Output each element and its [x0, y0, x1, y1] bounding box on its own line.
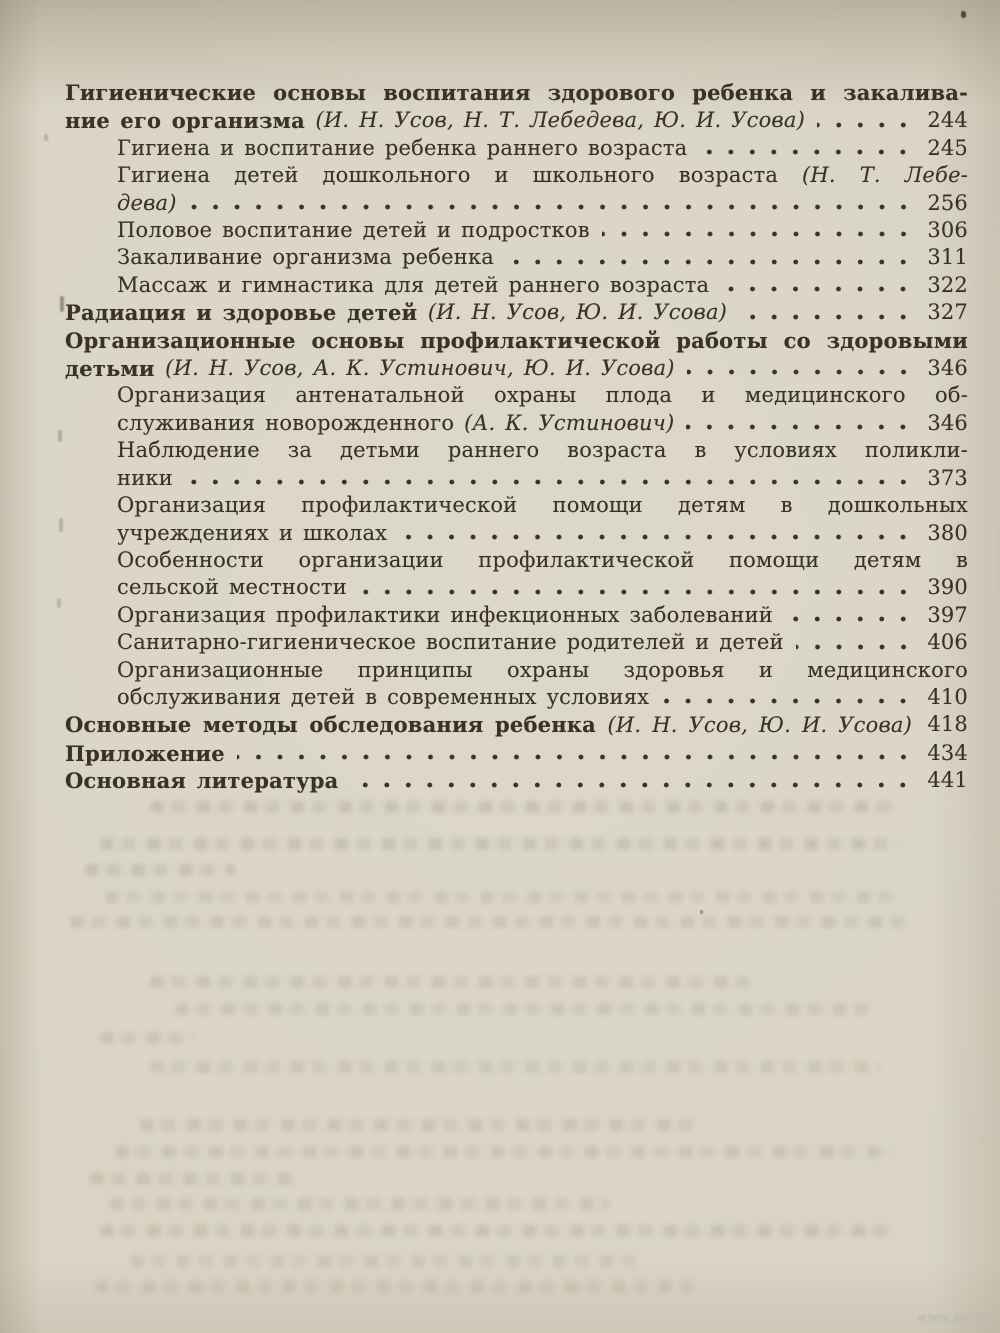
toc-line-text: Закаливание организма ребенка — [117, 245, 494, 270]
toc-line-text-wrap — [117, 657, 968, 684]
dotted-leader — [189, 190, 916, 217]
toc-line-text: Гигиенические основы воспитания здорового ребенка и закалива- — [65, 80, 968, 105]
toc-line-text: детьми — [65, 356, 166, 382]
toc-line — [65, 437, 968, 464]
toc-line — [65, 492, 968, 519]
toc-line-authors: (И. Н. Усов, Ю. И. Усова) — [607, 713, 912, 738]
page-edge-mark — [59, 518, 63, 532]
toc-page-number: 245 — [927, 135, 968, 160]
bleed-through-line — [105, 891, 900, 903]
toc-line-text-wrap — [65, 711, 912, 739]
toc-line — [65, 299, 968, 326]
toc-page-number: 244 — [927, 108, 968, 133]
toc-page-number: 441 — [927, 768, 968, 793]
toc-line-text-wrap — [117, 547, 968, 574]
toc-page-number: 256 — [927, 190, 968, 215]
toc-line — [65, 410, 968, 437]
bleed-through-line — [140, 1119, 700, 1131]
dotted-leader — [687, 355, 916, 382]
dotted-leader — [399, 520, 916, 547]
toc-line-text-wrap — [117, 162, 968, 189]
dotted-leader — [796, 629, 916, 656]
toc-line — [65, 684, 968, 711]
toc-line-text: Приложение — [65, 740, 225, 766]
toc-line-text: учреждениях и школах — [117, 520, 388, 545]
toc-line — [65, 574, 968, 601]
toc-page-number: 418 — [927, 712, 968, 737]
toc-line-text: Наблюдение за детьми раннего возраста в условиях поликли- — [117, 438, 968, 463]
bleed-through-line — [175, 1003, 880, 1015]
toc-page-number: 322 — [927, 272, 968, 297]
watermark: www.ay.by — [916, 1311, 990, 1326]
toc-line-text: Организационные принципы охраны здоровья и медицинского — [117, 657, 968, 682]
table-of-contents — [65, 79, 968, 795]
toc-line-text: Организационные основы профилактической работы со здоровыми — [65, 327, 968, 353]
bleed-through-line — [115, 1146, 890, 1158]
toc-line-text: ники — [117, 465, 173, 490]
bleed-through-line — [85, 864, 235, 876]
ink-speck — [961, 11, 966, 18]
bleed-through-line — [110, 1198, 610, 1210]
toc-line-text: Основные методы обследования ребенка — [65, 712, 608, 738]
toc-line — [65, 107, 968, 134]
toc-line — [65, 629, 968, 656]
toc-line-text: Гигиена детей дошкольного и школьного возраста — [117, 163, 802, 188]
toc-page-number: 434 — [927, 740, 968, 765]
bleed-through-line — [130, 1255, 640, 1267]
toc-line-text: Массаж и гимнастика для детей раннего возраста — [117, 272, 710, 297]
bleed-through-line — [150, 1061, 880, 1073]
toc-line — [65, 217, 968, 244]
toc-line — [65, 767, 968, 794]
toc-page-number: 346 — [927, 410, 968, 435]
toc-line-text: Организация профилактики инфекционных заболеваний — [117, 602, 773, 627]
toc-page-number: 306 — [927, 218, 968, 243]
toc-line — [65, 711, 968, 739]
toc-line-text: обслуживания детей в современных условиях — [117, 684, 650, 709]
toc-page-number: 406 — [927, 630, 968, 655]
toc-line-authors: (А. К. Устинович) — [464, 410, 675, 435]
dotted-leader — [817, 107, 916, 134]
toc-line — [65, 740, 968, 767]
toc-page-number: 311 — [927, 245, 968, 270]
dotted-leader — [359, 574, 916, 601]
toc-line-text: Особенности организации профилактической помощи детям в — [117, 547, 968, 572]
toc-page-number: 327 — [927, 300, 968, 325]
bleed-through-line — [95, 1281, 700, 1293]
toc-page-number: 380 — [927, 520, 968, 545]
dotted-leader — [739, 299, 916, 326]
bleed-through-line — [90, 1173, 300, 1185]
toc-line — [65, 272, 968, 299]
toc-line-authors: (Н. Т. Лебе- — [802, 163, 968, 188]
toc-line-text-wrap — [117, 437, 968, 464]
dotted-leader — [661, 684, 916, 711]
toc-page-number: 390 — [927, 575, 968, 600]
toc-line — [65, 465, 968, 492]
bleed-through-line — [70, 916, 910, 928]
ink-speck — [700, 910, 703, 914]
toc-line-text-wrap — [117, 382, 968, 409]
toc-line — [65, 657, 968, 684]
toc-line-text: Организация профилактической помощи детям в дошкольных — [117, 493, 968, 518]
dotted-leader — [721, 272, 916, 299]
toc-line — [65, 190, 968, 217]
toc-line — [65, 79, 968, 107]
dotted-leader — [785, 602, 916, 629]
dotted-leader — [686, 410, 916, 437]
toc-line — [65, 135, 968, 162]
toc-line — [65, 327, 968, 355]
toc-line-authors: (И. Н. Усов, А. К. Устинович, Ю. И. Усова) — [165, 356, 675, 381]
toc-line — [65, 244, 968, 271]
page-edge-mark — [57, 598, 61, 608]
toc-line-text: Организация антенатальной охраны плода и медицинского об- — [117, 383, 968, 408]
toc-line — [65, 382, 968, 409]
toc-line — [65, 520, 968, 547]
page-edge-mark — [44, 134, 48, 141]
toc-line-text: Половое воспитание детей и подростков — [117, 218, 590, 243]
toc-line — [65, 602, 968, 629]
toc-line-authors: (И. Н. Усов, Н. Т. Лебедева, Ю. И. Усова) — [315, 108, 805, 133]
dotted-leader — [185, 465, 916, 492]
dotted-leader — [699, 135, 916, 162]
dotted-leader — [350, 767, 916, 794]
bleed-through-line — [100, 838, 900, 850]
toc-line-authors: дева) — [117, 190, 177, 215]
toc-page-number: 373 — [927, 465, 968, 490]
toc-line-text-wrap — [65, 79, 968, 107]
toc-line-text: Радиация и здоровье детей — [65, 300, 428, 326]
page-edge-mark — [58, 430, 62, 442]
toc-line — [65, 355, 968, 382]
toc-line — [65, 547, 968, 574]
page-edge-mark — [60, 296, 64, 312]
bleed-through-line — [150, 976, 760, 988]
toc-line-text-wrap — [117, 492, 968, 519]
toc-line-text: Основная литература — [65, 768, 339, 794]
dotted-leader — [506, 244, 916, 271]
bleed-through-line — [100, 1032, 195, 1044]
toc-page-number: 410 — [927, 684, 968, 709]
dotted-leader — [602, 217, 916, 244]
toc-line-text: ние его организма — [65, 108, 316, 134]
toc-line-text-wrap — [65, 327, 968, 355]
toc-line-text: служивания новорожденного — [117, 410, 465, 435]
toc-line — [65, 162, 968, 189]
dotted-leader — [237, 740, 916, 767]
bleed-through-line — [150, 801, 900, 813]
bleed-through-line — [100, 1225, 890, 1237]
toc-page-number: 346 — [927, 356, 968, 381]
toc-line-text: сельской местности — [117, 575, 347, 600]
toc-line-text: Санитарно-гигиеническое воспитание родителей и детей — [117, 630, 784, 655]
toc-line-authors: (И. Н. Усов, Ю. И. Усова) — [427, 300, 728, 325]
toc-line-text: Гигиена и воспитание ребенка раннего возраста — [117, 135, 688, 160]
toc-page-number: 397 — [927, 602, 968, 627]
